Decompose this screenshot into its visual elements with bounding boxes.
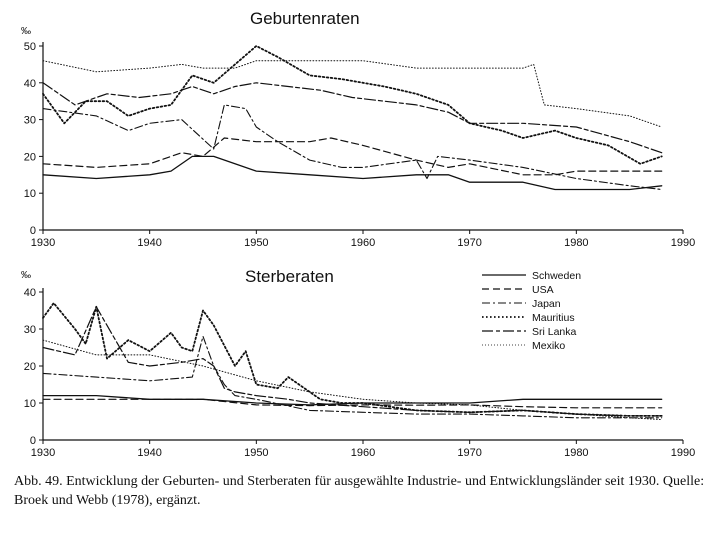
y-tick-label: 40 — [23, 287, 36, 299]
x-tick-label: 1990 — [670, 237, 696, 249]
x-tick-label: 1930 — [30, 447, 56, 459]
series-line-sri-lanka — [43, 83, 662, 153]
y-tick-label: 30 — [23, 324, 36, 336]
chart-title: Sterberaten — [245, 267, 334, 286]
y-tick-label: 50 — [23, 41, 36, 53]
x-tick-label: 1940 — [137, 447, 162, 459]
y-tick-label: 30 — [23, 114, 36, 127]
chart-title: Geburtenraten — [250, 9, 360, 28]
y-tick-label: 0 — [29, 225, 36, 237]
x-tick-label: 1980 — [564, 447, 589, 459]
legend-label: Mexiko — [532, 340, 566, 352]
series-line-mauritius — [43, 46, 662, 164]
x-tick-label: 1970 — [457, 237, 482, 249]
death-rate-chart — [21, 267, 695, 459]
legend — [482, 270, 581, 352]
series-line-mexiko — [43, 61, 662, 127]
x-tick-label: 1940 — [137, 237, 162, 249]
birth-rate-chart — [21, 9, 695, 249]
x-tick-label: 1950 — [244, 447, 269, 459]
y-axis-unit: ‰ — [21, 26, 31, 37]
legend-label: Schweden — [532, 270, 582, 282]
y-tick-label: 20 — [23, 361, 36, 373]
legend-label: USA — [532, 284, 554, 296]
y-tick-label: 10 — [23, 188, 36, 201]
y-tick-label: 0 — [29, 435, 36, 447]
x-tick-label: 1950 — [244, 237, 269, 249]
x-tick-label: 1930 — [30, 237, 56, 249]
x-tick-label: 1960 — [350, 237, 376, 249]
legend-label: Sri Lanka — [532, 326, 577, 338]
x-tick-label: 1960 — [350, 447, 376, 459]
figure-caption: Abb. 49. Entwicklung der Geburten- und Sterberaten für ausgewählte Industrie- und Entwicklungsländer seit 1930. Quelle: Broek und Webb (1978), ergänzt. — [14, 474, 705, 508]
series-line-usa — [43, 138, 662, 175]
series-line-japan — [43, 105, 662, 190]
y-tick-label: 40 — [23, 77, 36, 90]
x-tick-label: 1980 — [564, 237, 589, 249]
y-tick-label: 20 — [23, 151, 36, 164]
y-axis-unit: ‰ — [21, 270, 31, 281]
legend-label: Mauritius — [532, 312, 575, 324]
x-tick-label: 1970 — [457, 447, 482, 459]
x-tick-label: 1990 — [670, 447, 696, 459]
y-tick-label: 10 — [23, 398, 36, 410]
legend-label: Japan — [532, 298, 561, 310]
